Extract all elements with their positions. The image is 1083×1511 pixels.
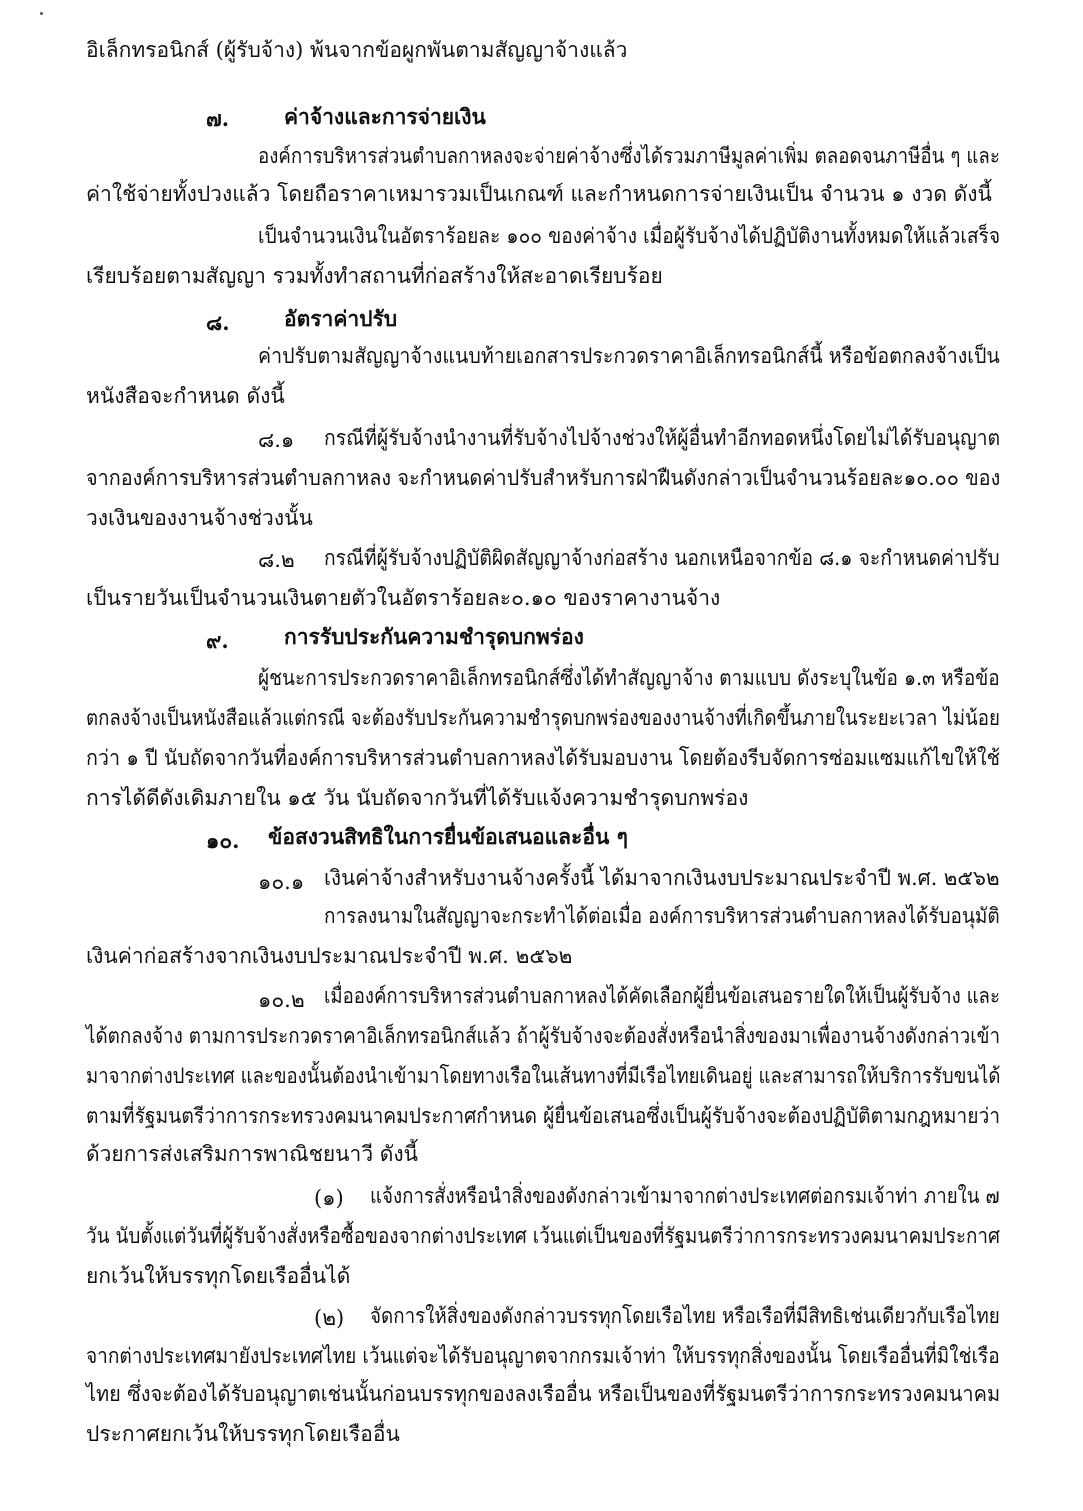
section-10-title: ข้อสงวนสิทธิในการยื่นข้อเสนอและอื่น ๆ	[268, 824, 628, 849]
paragraph-line: ประกาศยกเว้นให้บรรทุกโดยเรืออื่น	[86, 1422, 400, 1446]
paragraph-line: ด้วยการส่งเสริมการพาณิชยนาวี ดังนี้	[86, 1142, 419, 1166]
paragraph-line: เมื่อองค์การบริหารส่วนตำบลกาหลงได้คัดเลือกผู้ยื่นข้อเสนอรายใดให้เป็นผู้รับจ้าง และ	[324, 984, 1000, 1008]
paragraph-line: จัดการให้สิ่งของดังกล่าวบรรทุกโดยเรือไทย หรือเรือที่มีสิทธิเช่นเดียวกับเรือไทย	[370, 1304, 1000, 1328]
paragraph-line: เงินค่าก่อสร้างจากเงินงบประมาณประจำปี พ.ศ. ๒๕๖๒	[86, 944, 573, 968]
section-7-number: ๗.	[206, 106, 230, 131]
subsection-8-2-number: ๘.๒	[258, 548, 295, 572]
subsection-10-2-number: ๑๐.๒	[258, 988, 305, 1012]
subsection-10-1-number: ๑๐.๑	[258, 870, 305, 894]
paragraph-line: แจ้งการสั่งหรือนำสิ่งของดังกล่าวเข้ามาจากต่างประเทศต่อกรมเจ้าท่า ภายใน ๗	[370, 1184, 1000, 1208]
section-10-number: ๑๐.	[206, 828, 240, 853]
item-1-number: (๑)	[314, 1186, 344, 1210]
paragraph-line: ไทย ซึ่งจะต้องได้รับอนุญาตเช่นนั้นก่อนบรรทุกของลงเรืออื่น หรือเป็นของที่รัฐมนตรีว่าการกระทรวงคมนาคม	[86, 1382, 1001, 1406]
paragraph-line: เงินค่าจ้างสำหรับงานจ้างครั้งนี้ ได้มาจากเงินงบประมาณประจำปี พ.ศ. ๒๕๖๒	[324, 866, 1000, 890]
section-9-title: การรับประกันความชำรุดบกพร่อง	[284, 624, 584, 649]
paragraph-line: กว่า ๑ ปี นับถัดจากวันที่องค์การบริหารส่วนตำบลกาหลงได้รับมอบงาน โดยต้องรีบจัดการซ่อมแซมแก้ไขให้ใช้	[86, 746, 1000, 770]
paragraph-line: เรียบร้อยตามสัญญา รวมทั้งทำสถานที่ก่อสร้างให้สะอาดเรียบร้อย	[86, 264, 663, 288]
paragraph-line: ค่าใช้จ่ายทั้งปวงแล้ว โดยถือราคาเหมารวมเป็นเกณฑ์ และกำหนดการจ่ายเงินเป็น จำนวน ๑ งวด ดังนี้	[86, 182, 992, 206]
paragraph-line: หนังสือจะกำหนด ดังนี้	[86, 384, 285, 408]
paragraph-line: วัน นับตั้งแต่วันที่ผู้รับจ้างสั่งหรือซื้อของจากต่างประเทศ เว้นแต่เป็นของที่รัฐมนตรีว่าการกระทรวงคมนาคมประกาศ	[86, 1224, 1000, 1248]
subsection-8-1-number: ๘.๑	[258, 428, 295, 452]
paragraph-line: จากองค์การบริหารส่วนตำบลกาหลง จะกำหนดค่าปรับสำหรับการฝ่าฝืนดังกล่าวเป็นจำนวนร้อยละ๑๐.๐๐ ของ	[86, 466, 1001, 490]
paragraph-line: จากต่างประเทศมายังประเทศไทย เว้นแต่จะได้รับอนุญาตจากกรมเจ้าท่า ให้บรรทุกสิ่งของนั้น โดยเรืออื่นที่มิใช่เรือ	[86, 1344, 1000, 1368]
scan-speck	[40, 12, 43, 15]
item-2-number: (๒)	[314, 1306, 345, 1330]
paragraph-line: การลงนามในสัญญาจะกระทำได้ต่อเมื่อ องค์การบริหารส่วนตำบลกาหลงได้รับอนุมัติ	[324, 904, 1000, 928]
paragraph-line: ค่าปรับตามสัญญาจ้างแนบท้ายเอกสารประกวดราคาอิเล็กทรอนิกส์นี้ หรือข้อตกลงจ้างเป็น	[258, 344, 1000, 368]
paragraph-line: มาจากต่างประเทศ และของนั้นต้องนำเข้ามาโดยทางเรือในเส้นทางที่มีเรือไทยเดินอยู่ และสามารถให้บริการรับขนได้	[86, 1064, 1001, 1088]
paragraph-line: เป็นรายวันเป็นจำนวนเงินตายตัวในอัตราร้อยละ๐.๑๐ ของราคางานจ้าง	[86, 586, 721, 610]
paragraph-line: ยกเว้นให้บรรทุกโดยเรืออื่นได้	[86, 1264, 351, 1288]
paragraph-line: ตกลงจ้างเป็นหนังสือแล้วแต่กรณี จะต้องรับประกันความชำรุดบกพร่องของงานจ้างที่เกิดขึ้นภายในระยะเวลา ไม่น้อย	[86, 706, 1000, 730]
paragraph-line: กรณีที่ผู้รับจ้างนำงานที่รับจ้างไปจ้างช่วงให้ผู้อื่นทำอีกทอดหนึ่งโดยไม่ได้รับอนุญาต	[324, 426, 1001, 450]
paragraph-line: ตามที่รัฐมนตรีว่าการกระทรวงคมนาคมประกาศกำหนด ผู้ยื่นข้อเสนอซึ่งเป็นผู้รับจ้างจะต้องปฏิบัติตามกฎหมายว่า	[86, 1104, 1001, 1128]
section-9-number: ๙.	[206, 628, 229, 653]
paragraph-line: การได้ดีดังเดิมภายใน ๑๕ วัน นับถัดจากวันที่ได้รับแจ้งความชำรุดบกพร่อง	[86, 786, 749, 810]
section-8-title: อัตราค่าปรับ	[284, 306, 398, 331]
paragraph-line: องค์การบริหารส่วนตำบลกาหลงจะจ่ายค่าจ้างซึ่งได้รวมภาษีมูลค่าเพิ่ม ตลอดจนภาษีอื่น ๆ และ	[258, 144, 1000, 168]
section-8-number: ๘.	[206, 310, 230, 335]
paragraph-line: ได้ตกลงจ้าง ตามการประกวดราคาอิเล็กทรอนิกส์แล้ว ถ้าผู้รับจ้างจะต้องสั่งหรือนำสิ่งของมาเพื่องานจ้างดังกล่าวเข้า	[86, 1024, 1001, 1048]
section-7-title: ค่าจ้างและการจ่ายเงิน	[284, 104, 486, 129]
paragraph-line: กรณีที่ผู้รับจ้างปฏิบัติผิดสัญญาจ้างก่อสร้าง นอกเหนือจากข้อ ๘.๑ จะกำหนดค่าปรับ	[324, 546, 1000, 570]
paragraph-line: เป็นจำนวนเงินในอัตราร้อยละ ๑๐๐ ของค่าจ้าง เมื่อผู้รับจ้างได้ปฏิบัติงานทั้งหมดให้แล้วเสร็จ	[258, 224, 1001, 248]
continuation-line: อิเล็กทรอนิกส์ (ผู้รับจ้าง) พ้นจากข้อผูกพันตามสัญญาจ้างแล้ว	[86, 38, 628, 62]
paragraph-line: วงเงินของงานจ้างช่วงนั้น	[86, 506, 313, 530]
paragraph-line: ผู้ชนะการประกวดราคาอิเล็กทรอนิกส์ซึ่งได้ทำสัญญาจ้าง ตามแบบ ดังระบุในข้อ ๑.๓ หรือข้อ	[258, 666, 1000, 690]
